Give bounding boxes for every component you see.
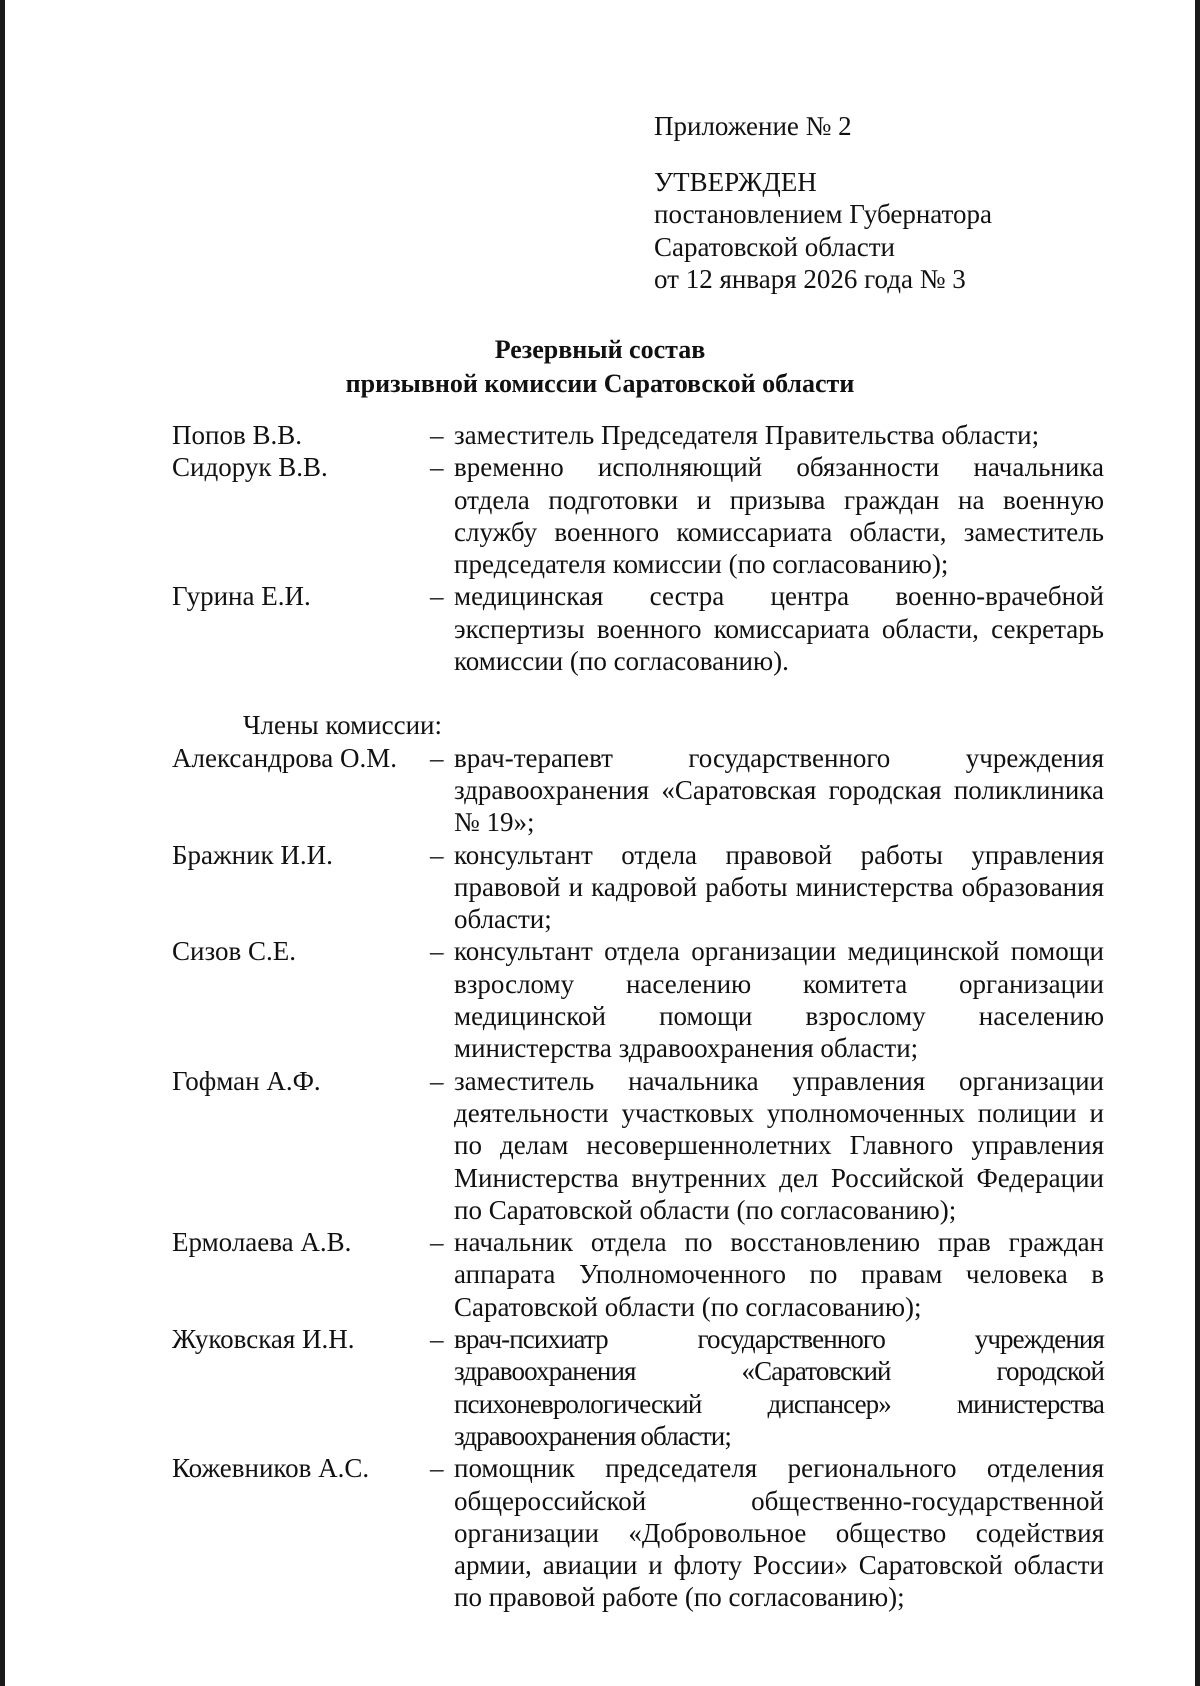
commission-entry [172,451,1104,580]
dash-separator: – [430,936,444,967]
commission-entry [172,1226,1104,1323]
approved-label: УТВЕРЖДЕН [654,166,817,197]
dash-separator: – [430,1324,444,1355]
dash-separator: – [430,1453,444,1484]
commission-entry [172,1452,1104,1613]
member-description: консультант отдела правовой работы управления правовой и кадровой работы министерства образования области; [454,839,1104,935]
member-name: Гурина Е.И. [172,581,311,612]
member-name: Кожевников А.С. [172,1453,370,1484]
member-name: Жуковская И.Н. [172,1324,355,1355]
document-title [0,333,1200,401]
dash-separator: – [430,1065,444,1096]
commission-entry [172,742,1104,839]
member-description: врач-терапевт государственного учреждения здравоохранения «Саратовская городская поликлиника № 19»; [454,742,1104,838]
dash-separator: – [430,452,444,483]
approval-line: Саратовской области [654,231,895,262]
annex-number: Приложение № 2 [654,111,852,141]
dash-separator: – [430,1227,444,1258]
approval-date: от 12 января 2026 года № 3 [654,264,966,294]
member-description: помощник председателя регионального отделения общероссийской общественно-государственной организации «Добровольное общество содействия армии, авиации и флоту России» Саратовской области по правовой работе (по согласованию); [454,1453,1104,1613]
member-description: начальник отдела по восстановлению прав граждан аппарата Уполномоченного по правам человека в Саратовской области (по согласованию); [454,1227,1104,1322]
commission-entry [172,580,1104,677]
member-description: заместитель начальника управления организации деятельности участковых уполномоченных полиции и по делам несовершеннолетних Главного управления Министерства внутренних дел Российской Федерации по Саратовской области (по согласованию); [454,1065,1104,1225]
dash-separator: – [430,839,444,870]
dash-separator: – [430,581,444,612]
approval-line: постановлением Губернатора [654,199,992,229]
member-name: Ермолаева А.В. [172,1227,352,1258]
member-name: Бражник И.И. [172,839,333,870]
commission-entry [172,1323,1104,1452]
member-name: Попов В.В. [172,420,302,450]
member-description: медицинская сестра центра военно-врачебной экспертизы военного комиссариата области, секретарь комиссии (по согласованию). [454,581,1104,677]
members-heading: Члены комиссии: [243,710,442,741]
scan-border-right [1195,0,1200,1686]
member-description: консультант отдела организации медицинской помощи взрослому населению комитета организации медицинской помощи взрослому населению министерства здравоохранения области; [454,936,1104,1064]
approval-block [654,110,992,296]
commission-list [172,419,1104,1614]
member-description: заместитель Председателя Правительства области; [454,420,1040,450]
member-name: Александрова О.М. [172,742,398,773]
commission-entry [172,839,1104,936]
member-description: врач-психиатр государственного учреждения здравоохранения «Саратовский городской психоневрологический диспансер» министерства здравоохранения области; [454,1324,1104,1451]
title-line: призывной комиссии Саратовской области [345,369,855,398]
commission-entry [172,1065,1104,1226]
member-name: Сизов С.Е. [172,936,296,967]
dash-separator: – [430,420,444,450]
member-name: Сидорук В.В. [172,452,328,483]
member-name: Гофман А.Ф. [172,1065,321,1096]
commission-entry [172,419,1104,451]
dash-separator: – [430,742,444,773]
commission-entry [172,935,1104,1064]
title-line: Резервный состав [494,335,706,364]
member-description: временно исполняющий обязанности начальника отдела подготовки и призыва граждан на военную службу военного комиссариата области, заместитель председателя комиссии (по согласованию); [454,452,1104,580]
scan-border-left [0,0,5,1686]
